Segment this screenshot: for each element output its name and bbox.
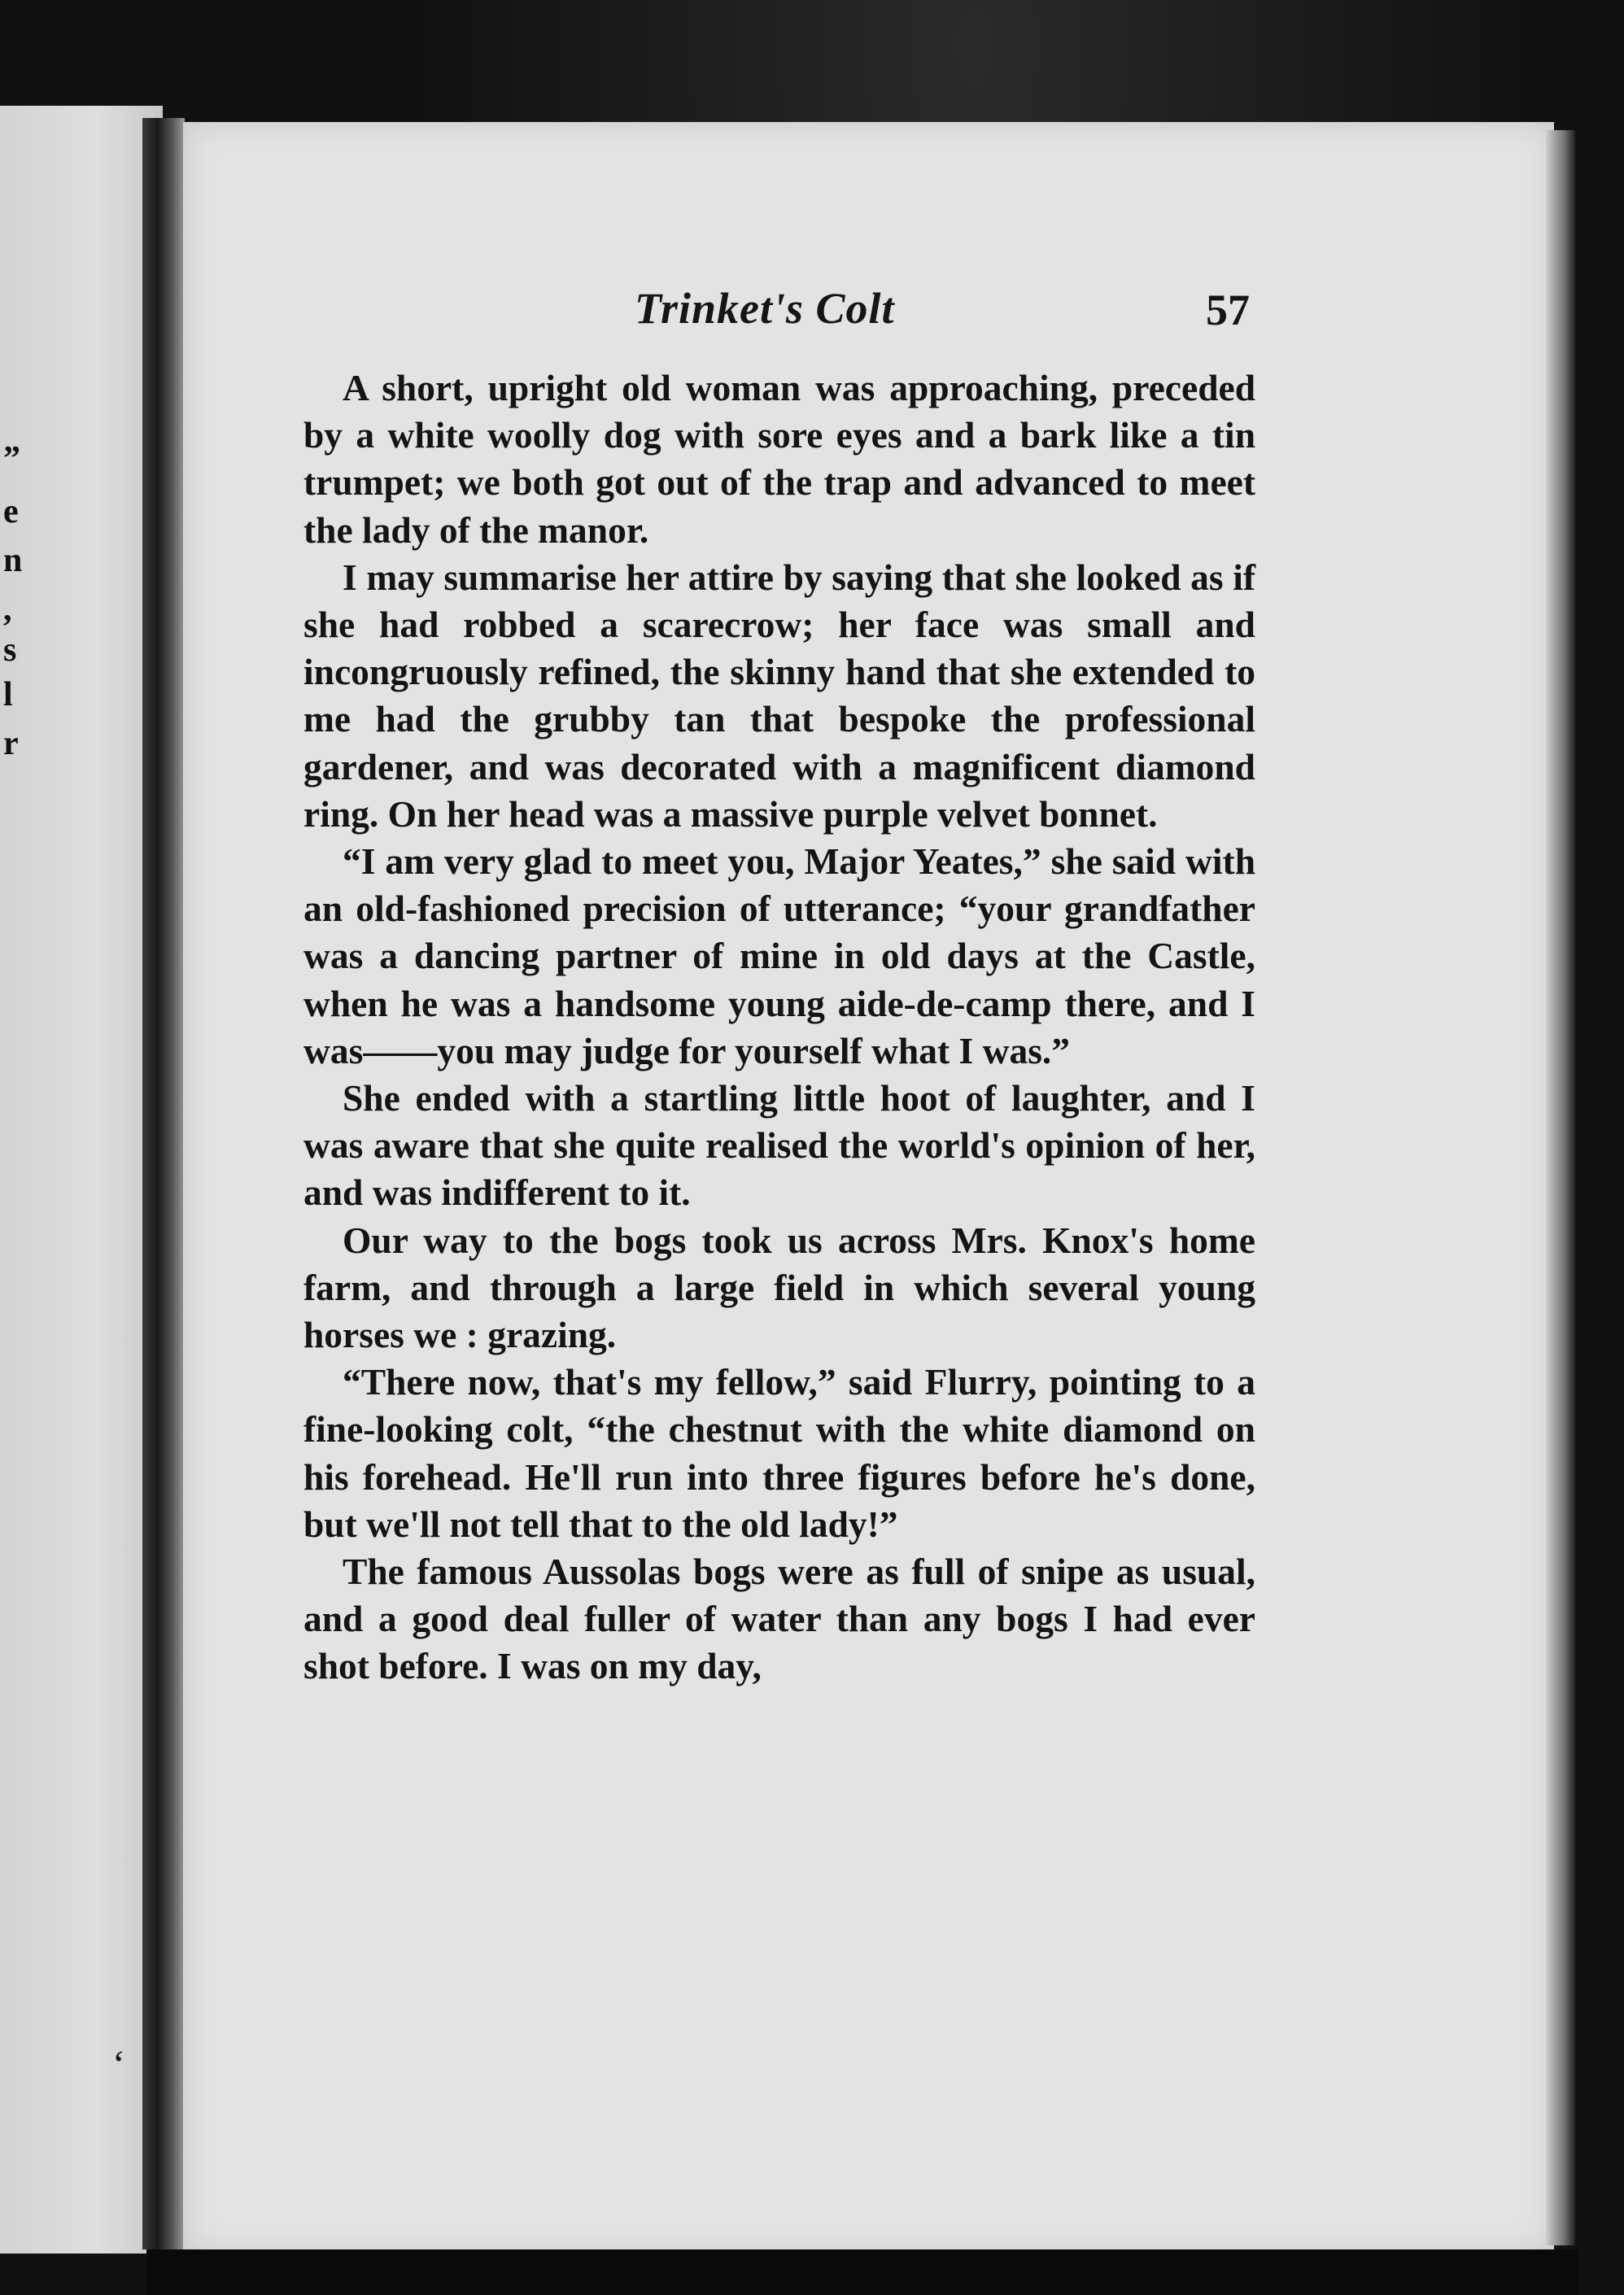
left-mark: r [3,725,19,762]
scan-bottom-edge [146,2249,1578,2295]
left-mark: n [3,542,23,579]
left-mark: ” [3,440,20,478]
paragraph: She ended with a startling little hoot of laughter, and I was aware that she quite realised the world's opinion of her, and was indifferent to it. [303,1077,1255,1214]
book-gutter [142,118,185,2249]
left-mark: l [3,676,13,713]
left-mark: , [3,591,12,628]
left-mark: s [3,631,17,669]
left-page-fragment [0,106,163,2254]
left-mark: e [3,493,19,530]
page-number: 57 [1206,286,1250,334]
paragraph: A short, upright old woman was approaching, preceded by a white woolly dog with sore eyes and a bark like a tin trumpet; we both got out of the trap and advanced to meet the lady of the manor. [303,367,1255,551]
page-edge-shadow [1546,130,1575,2245]
left-page-cut-text [3,350,28,838]
running-head: Trinket's Colt [635,284,895,333]
paragraph: I may summarise her attire by saying that she looked as if she had robbed a scarecrow; her face was small and incongruously refined, the skinny hand that she extended to me had the grubby tan that bespoke the professional gardener, and was decorated with a magnificent diamond ring. On her head was a massive purple velvet bonnet. [303,556,1255,835]
paragraph: “I am very glad to meet you, Major Yeates,” she said with an old-fashioned precision of utterance; “your grandfather was a dancing partner of mine in old days at the Castle, when he was a handsome young aide-de-camp there, and I was——you may judge for yourself what I was.” [303,840,1255,1071]
paragraph: The famous Aussolas bogs were as full of snipe as usual, and a good deal fuller of water than any bogs I had ever shot before. I was on my day, [303,1551,1255,1687]
stray-ink-mark: ‘ [112,2043,125,2086]
paragraph: “There now, that's my fellow,” said Flurry, pointing to a fine-looking colt, “the chestnut with the white diamond on his forehead. He'll run into three figures before he's done, but we'll not tell that to the old lady!” [303,1361,1255,1545]
paragraph: Our way to the bogs took us across Mrs. Knox's home farm, and through a large field in which several young horses we : grazing. [303,1219,1255,1356]
body-text [303,364,1255,1691]
